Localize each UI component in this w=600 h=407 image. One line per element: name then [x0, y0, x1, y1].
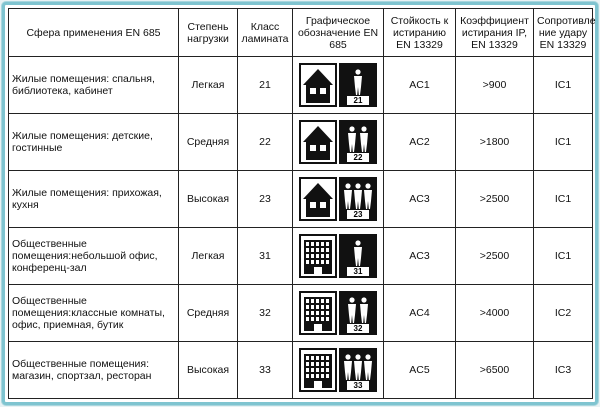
office-building-icon [299, 234, 337, 278]
two-people-icon [339, 120, 377, 164]
class-cell: 31 [238, 228, 293, 285]
house-icon [299, 120, 337, 164]
load-cell: Легкая [179, 228, 238, 285]
load-cell: Средняя [179, 114, 238, 171]
ip-cell: >2500 [456, 228, 534, 285]
class-cell: 21 [238, 57, 293, 114]
laminate-class-table [8, 8, 596, 399]
class-tag: 23 [347, 210, 369, 219]
abrasion-cell: AC1 [384, 57, 456, 114]
table-row [9, 171, 593, 228]
ip-cell: >1800 [456, 114, 534, 171]
abrasion-cell: AC3 [384, 228, 456, 285]
office-building-icon [299, 348, 337, 392]
graphic-cell [293, 57, 384, 114]
abrasion-cell: AC5 [384, 342, 456, 399]
graphic-cell [293, 342, 384, 399]
load-cell: Высокая [179, 342, 238, 399]
house-icon [299, 177, 337, 221]
table-row [9, 228, 593, 285]
impact-cell: IC1 [534, 57, 593, 114]
house-icon [299, 63, 337, 107]
ip-cell: >4000 [456, 285, 534, 342]
load-cell: Средняя [179, 285, 238, 342]
header-ip: Коэффициент истирания IP, EN 13329 [456, 9, 534, 57]
table-frame [2, 2, 598, 405]
class-tag: 22 [347, 153, 369, 162]
graphic-cell [293, 171, 384, 228]
abrasion-cell: AC4 [384, 285, 456, 342]
sphere-cell: Общественные помещения:небольшой офис, конференц-зал [9, 228, 179, 285]
sphere-cell: Общественные помещения:классные комнаты, офис, приемная, бутик [9, 285, 179, 342]
two-people-icon [339, 291, 377, 335]
office-building-icon [299, 291, 337, 335]
header-sphere: Сфера применения EN 685 [9, 9, 179, 57]
graphic-cell [293, 285, 384, 342]
class-cell: 22 [238, 114, 293, 171]
class-tag: 32 [347, 324, 369, 333]
load-cell: Высокая [179, 171, 238, 228]
graphic-cell [293, 114, 384, 171]
abrasion-cell: AC3 [384, 171, 456, 228]
ip-cell: >900 [456, 57, 534, 114]
header-graphic: Графическое обозначение EN 685 [293, 9, 384, 57]
class-cell: 33 [238, 342, 293, 399]
header-load: Степень нагрузки [179, 9, 238, 57]
class-tag: 31 [347, 267, 369, 276]
header-abrasion: Стойкость к истиранию EN 13329 [384, 9, 456, 57]
header-class: Класс ламината [238, 9, 293, 57]
class-tag: 21 [347, 96, 369, 105]
three-people-icon [339, 177, 377, 221]
table-row [9, 342, 593, 399]
table-row [9, 114, 593, 171]
class-cell: 23 [238, 171, 293, 228]
one-person-icon [339, 63, 377, 107]
sphere-cell: Жилые помещения: спальня, библиотека, кабинет [9, 57, 179, 114]
table-row [9, 57, 593, 114]
three-people-icon [339, 348, 377, 392]
impact-cell: IC3 [534, 342, 593, 399]
graphic-cell [293, 228, 384, 285]
impact-cell: IC2 [534, 285, 593, 342]
class-tag: 33 [347, 381, 369, 390]
ip-cell: >6500 [456, 342, 534, 399]
sphere-cell: Общественные помещения: магазин, спортзал, ресторан [9, 342, 179, 399]
sphere-cell: Жилые помещения: детские, гостинные [9, 114, 179, 171]
load-cell: Легкая [179, 57, 238, 114]
impact-cell: IC1 [534, 228, 593, 285]
one-person-icon [339, 234, 377, 278]
abrasion-cell: AC2 [384, 114, 456, 171]
sphere-cell: Жилые помещения: прихожая, кухня [9, 171, 179, 228]
header-impact: Сопротивле ние удару EN 13329 [534, 9, 593, 57]
impact-cell: IC1 [534, 114, 593, 171]
ip-cell: >2500 [456, 171, 534, 228]
impact-cell: IC1 [534, 171, 593, 228]
table-row [9, 285, 593, 342]
class-cell: 32 [238, 285, 293, 342]
header-row [9, 9, 593, 57]
